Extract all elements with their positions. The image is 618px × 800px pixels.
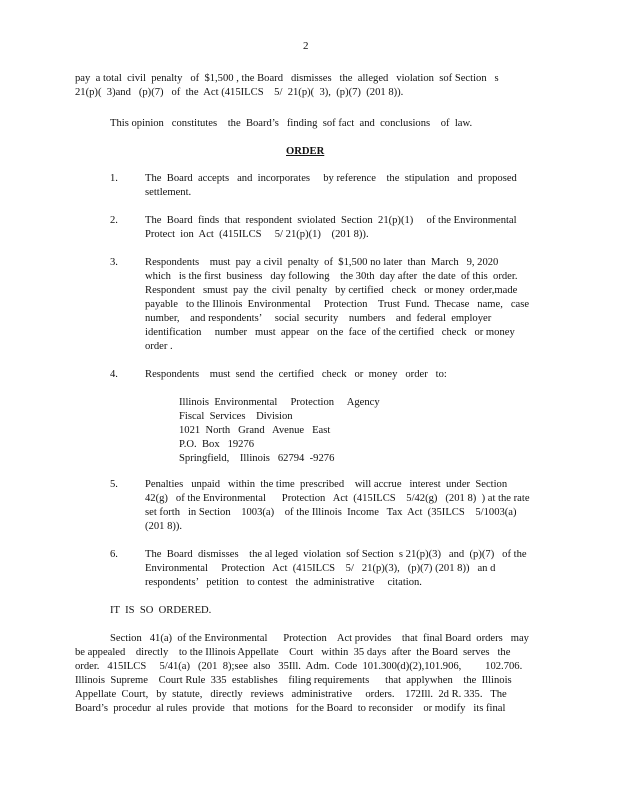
item-line: Respondents must send the certified check or money order to: xyxy=(145,369,447,380)
closing-line: Appellate Court, by statute, directly reviews administrative orders. 172Ill. 2d R. 335. The xyxy=(75,689,507,700)
item-line: set forth in Section 1003(a) of the Illinois Income Tax Act (35ILCS 5/1003(a) xyxy=(145,507,517,518)
item-line: Respondent smust pay the civil penalty by certified check or money order,made xyxy=(145,285,518,296)
item-line: respondents’ petition to contest the administrative citation. xyxy=(145,577,422,588)
item-line: The Board dismisses the al leged violation sof Section s 21(p)(3) and (p)(7) of the xyxy=(145,549,527,560)
item-line: order . xyxy=(145,341,173,352)
item-line: (201 8)). xyxy=(145,521,183,532)
item-line: The Board accepts and incorporates by reference the stipulation and proposed xyxy=(145,173,517,184)
address-line: Fiscal Services Division xyxy=(179,411,293,422)
page-number: 2 xyxy=(303,40,309,52)
item-line: payable to the Illinois Environmental Protection Trust Fund. Thecase name, case xyxy=(145,299,530,310)
item-line: Environmental Protection Act (415ILCS 5/ 21(p)(3), (p)(7) (201 8)) an d xyxy=(145,563,496,574)
item-line: Penalties unpaid within the time prescribed will accrue interest under Section xyxy=(145,479,508,490)
item-number: 4. xyxy=(110,369,118,380)
closing-line: Board’s procedur al rules provide that motions for the Board to reconsider or modify its final xyxy=(75,703,506,714)
closing-line: be appealed directly to the Illinois Appellate Court within 35 days after the Board serves the xyxy=(75,647,511,658)
item-number: 6. xyxy=(110,549,118,560)
item-line: settlement. xyxy=(145,187,192,198)
so-ordered-statement: IT IS SO ORDERED. xyxy=(110,605,212,616)
intro-line: 21(p)( 3)and (p)(7) of the Act (415ILCS 5/ 21(p)( 3), (p)(7) (201 8)). xyxy=(75,87,404,98)
item-line: 42(g) of the Environmental Protection Act (415ILCS 5/42(g) (201 8) ) at the rate xyxy=(145,493,530,504)
item-line: Protect ion Act (415ILCS 5/ 21(p)(1) (201 8)). xyxy=(145,229,369,240)
address-line: 1021 North Grand Avenue East xyxy=(179,425,331,436)
findings-statement: This opinion constitutes the Board’s finding sof fact and conclusions of law. xyxy=(110,118,473,129)
item-number: 3. xyxy=(110,257,118,268)
address-line: Springfield, Illinois 62794 -9276 xyxy=(179,453,335,464)
item-line: which is the first business day following the 30th day after the date of this order. xyxy=(145,271,518,282)
closing-line: Section 41(a) of the Environmental Protection Act provides that final Board orders may xyxy=(110,633,529,644)
closing-line: order. 415ILCS 5/41(a) (201 8);see also 35Ill. Adm. Code 101.300(d)(2),101.906, 102.706. xyxy=(75,661,523,672)
closing-line: Illinois Supreme Court Rule 335 establishes filing requirements that applywhen the Illinois xyxy=(75,675,512,686)
item-number: 2. xyxy=(110,215,118,226)
address-line: Illinois Environmental Protection Agency xyxy=(179,397,380,408)
order-heading: ORDER xyxy=(286,146,325,157)
item-number: 5. xyxy=(110,479,118,490)
item-line: The Board finds that respondent sviolated Section 21(p)(1) of the Environmental xyxy=(145,215,517,226)
item-line: identification number must appear on the face of the certified check or money xyxy=(145,327,515,338)
address-line: P.O. Box 19276 xyxy=(179,439,255,450)
intro-line: pay a total civil penalty of $1,500 , the Board dismisses the alleged violation sof Section s xyxy=(75,73,499,84)
item-line: number, and respondents’ social security numbers and federal employer xyxy=(145,313,492,324)
item-line: Respondents must pay a civil penalty of $1,500 no later than March 9, 2020 xyxy=(145,257,499,268)
item-number: 1. xyxy=(110,173,118,184)
